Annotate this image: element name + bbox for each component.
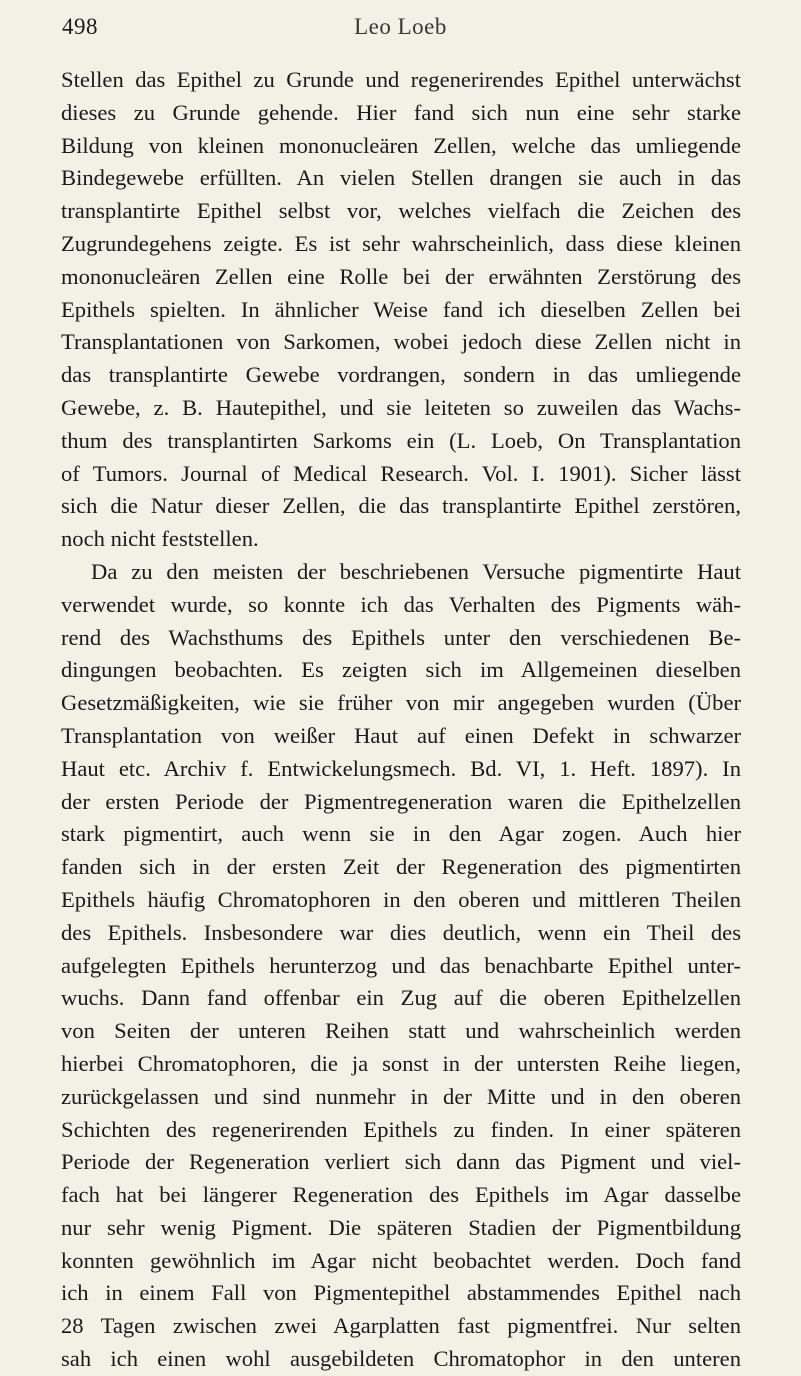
text-line: dingungen beobachten. Es zeigten sich im Allgemeinen dieselben <box>61 657 741 683</box>
text-line: fach hat bei längerer Regeneration des Epithels im Agar dasselbe <box>61 1182 741 1208</box>
text-line: stark pigmentirt, auch wenn sie in den Agar zogen. Auch hier <box>61 821 741 847</box>
text-line: fanden sich in der ersten Zeit der Regeneration des pigmentirten <box>61 854 741 880</box>
text-line: der ersten Periode der Pigmentregeneration waren die Epithelzellen <box>61 788 741 814</box>
text-line: Stellen das Epithel zu Grunde und regenerirendes Epithel unterwächst <box>61 67 741 92</box>
text-line: ich in einem Fall von Pigmentepithel abstammendes Epithel nach <box>61 1280 741 1306</box>
text-line: sah ich einen wohl ausgebildeten Chromatophor in den unteren <box>61 1346 741 1372</box>
page-header <box>62 14 739 44</box>
text-line: sich die Natur dieser Zellen, die das transplantirte Epithel zerstören, <box>61 493 741 519</box>
running-head: Leo Loeb <box>354 14 447 39</box>
text-line: nur sehr wenig Pigment. Die späteren Stadien der Pigmentbildung <box>61 1214 741 1240</box>
text-line: das transplantirte Gewebe vordrangen, sondern in das umliegende <box>61 362 741 388</box>
text-line: Da zu den meisten der beschriebenen Versuche pigmentirte Haut <box>91 558 741 584</box>
text-line: transplantirte Epithel selbst vor, welches vielfach die Zeichen des <box>61 198 741 224</box>
text-line: Gewebe, z. B. Hautepithel, und sie leiteten so zuweilen das Wachs- <box>61 394 741 420</box>
text-line: zurückgelassen und sind nunmehr in der Mitte und in den oberen <box>61 1083 741 1109</box>
text-line: konnten gewöhnlich im Agar nicht beobachtet werden. Doch fand <box>61 1247 741 1273</box>
text-line: verwendet wurde, so konnte ich das Verhalten des Pigments wäh- <box>61 591 741 617</box>
text-line: mononucleären Zellen eine Rolle bei der erwähnten Zerstörung des <box>61 263 741 289</box>
text-line: wuchs. Dann fand offenbar ein Zug auf die oberen Epithelzellen <box>61 985 741 1011</box>
body-text <box>61 64 741 1376</box>
text-line: Bindegewebe erfüllten. An vielen Stellen drangen sie auch in das <box>61 165 741 191</box>
text-line: Gesetzmäßigkeiten, wie sie früher von mir angegeben wurden (Über <box>61 690 741 716</box>
text-line: Bildung von kleinen mononucleären Zellen, welche das umliegende <box>61 132 741 158</box>
text-line: rend des Wachsthums des Epithels unter den verschiedenen Be- <box>61 624 741 650</box>
text-line: Zugrundegehens zeigte. Es ist sehr wahrscheinlich, dass diese kleinen <box>61 230 741 256</box>
text-line: von Seiten der unteren Reihen statt und wahrscheinlich werden <box>61 1018 741 1044</box>
text-line: hierbei Chromatophoren, die ja sonst in der untersten Reihe liegen, <box>61 1050 741 1076</box>
text-line: 28 Tagen zwischen zwei Agarplatten fast pigmentfrei. Nur selten <box>61 1313 741 1339</box>
text-line: des Epithels. Insbesondere war dies deutlich, wenn ein Theil des <box>61 919 741 945</box>
text-line: Periode der Regeneration verliert sich dann das Pigment und viel- <box>61 1149 741 1175</box>
text-line: of Tumors. Journal of Medical Research. Vol. I. 1901). Sicher lässt <box>61 460 741 486</box>
text-line: Epithels spielten. In ähnlicher Weise fand ich dieselben Zellen bei <box>61 296 741 322</box>
text-line: dieses zu Grunde gehende. Hier fand sich nun eine sehr starke <box>61 99 741 125</box>
text-line: Schichten des regenerirenden Epithels zu finden. In einer späteren <box>61 1116 741 1142</box>
text-line: Transplantationen von Sarkomen, wobei jedoch diese Zellen nicht in <box>61 329 741 355</box>
text-line: Haut etc. Archiv f. Entwickelungsmech. Bd. VI, 1. Heft. 1897). In <box>61 755 741 781</box>
text-line: Transplantation von weißer Haut auf einen Defekt in schwarzer <box>61 722 741 748</box>
text-line: noch nicht feststellen. <box>61 526 259 552</box>
text-line: Epithels häufig Chromatophoren in den oberen und mittleren Theilen <box>61 886 741 912</box>
text-line: aufgelegten Epithels herunterzog und das benachbarte Epithel unter- <box>61 952 741 978</box>
page-number: 498 <box>62 14 98 39</box>
text-line: thum des transplantirten Sarkoms ein (L. Loeb, On Transplantation <box>61 427 741 453</box>
